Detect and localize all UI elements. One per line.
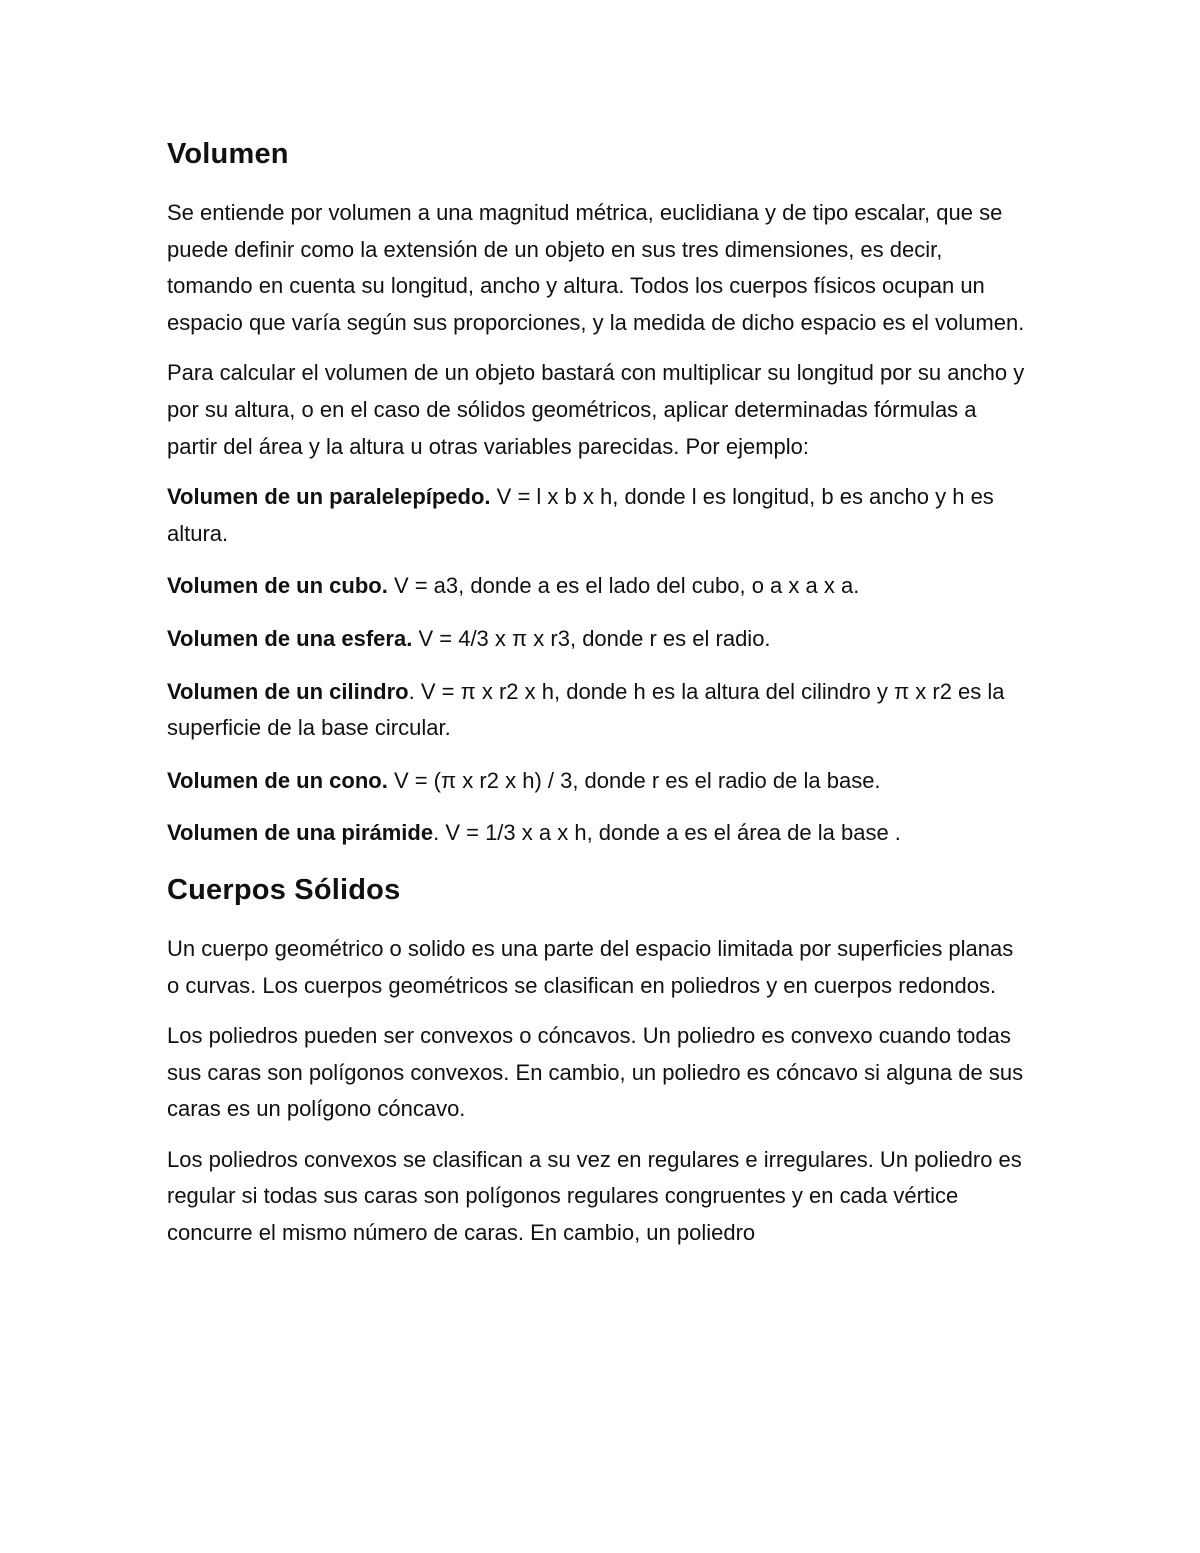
formula-label: Volumen de una pirámide xyxy=(167,820,434,846)
paragraph-poliedros-convexos-concavos: Los poliedros pueden ser convexos o cóncavos. Un poliedro es convexo cuando todas sus caras son polígonos convexos. En cambio, un poliedro es cóncavo si alguna de sus caras es un polígono cóncavo. xyxy=(167,1023,1024,1122)
formula-cubo xyxy=(167,568,1030,605)
formula-text: V = (π x r2 x h) / 3, donde r es el radio de la base. xyxy=(387,767,881,793)
formula-label: Volumen de un cono. xyxy=(167,767,388,793)
formula-paralelepipedo xyxy=(167,479,1030,552)
section-title-volumen: Volumen xyxy=(167,138,289,170)
formula-text: . V = 1/3 x a x h, donde a es el área de la base . xyxy=(433,820,901,846)
formula-cono xyxy=(167,763,1030,800)
formula-label: Volumen de un paralelepípedo. xyxy=(167,484,491,510)
formula-text: V = 4/3 x π x r3, donde r es el radio. xyxy=(412,625,771,651)
paragraph-cuerpo-geometrico: Un cuerpo geométrico o solido es una parte del espacio limitada por superficies planas o curvas. Los cuerpos geométricos se clasifican en poliedros y en cuerpos redondos. xyxy=(167,935,1014,998)
section-title-cuerpos-solidos: Cuerpos Sólidos xyxy=(167,873,401,906)
formula-text: . V = π x r2 x h, donde h es la altura del cilindro y π x r2 es la superficie de la base circular. xyxy=(167,678,1005,741)
formula-label: Volumen de un cubo. xyxy=(167,573,388,599)
paragraph-poliedros-regulares: Los poliedros convexos se clasifican a su vez en regulares e irregulares. Un poliedro es regular si todas sus caras son polígonos regulares congruentes y en cada vértice concurre el mismo número de caras. En cambio, un poliedro xyxy=(167,1146,1022,1246)
formula-label: Volumen de un cilindro xyxy=(167,678,409,704)
formula-label: Volumen de una esfera. xyxy=(167,625,413,651)
formula-text: V = a3, donde a es el lado del cubo, o a x a x a. xyxy=(387,573,860,599)
formula-text: V = l x b x h, donde l es longitud, b es ancho y h es altura. xyxy=(167,484,994,546)
paragraph-volumen-definition: Se entiende por volumen a una magnitud métrica, euclidiana y de tipo escalar, que se puede definir como la extensión de un objeto en sus tres dimensiones, es decir, tomando en cuenta su longitud, ancho y altura. Todos los cuerpos físicos ocupan un espacio que varía según sus proporciones, y la medida de dicho espacio es el volumen. xyxy=(167,200,1025,335)
formula-cilindro xyxy=(167,674,1030,747)
paragraph-volumen-calculation: Para calcular el volumen de un objeto bastará con multiplicar su longitud por su ancho y por su altura, o en el caso de sólidos geométricos, aplicar determinadas fórmulas a partir del área y la altura u otras variables parecidas. Por ejemplo: xyxy=(167,360,1025,459)
formula-esfera xyxy=(167,621,1030,658)
formula-piramide xyxy=(167,815,1030,852)
